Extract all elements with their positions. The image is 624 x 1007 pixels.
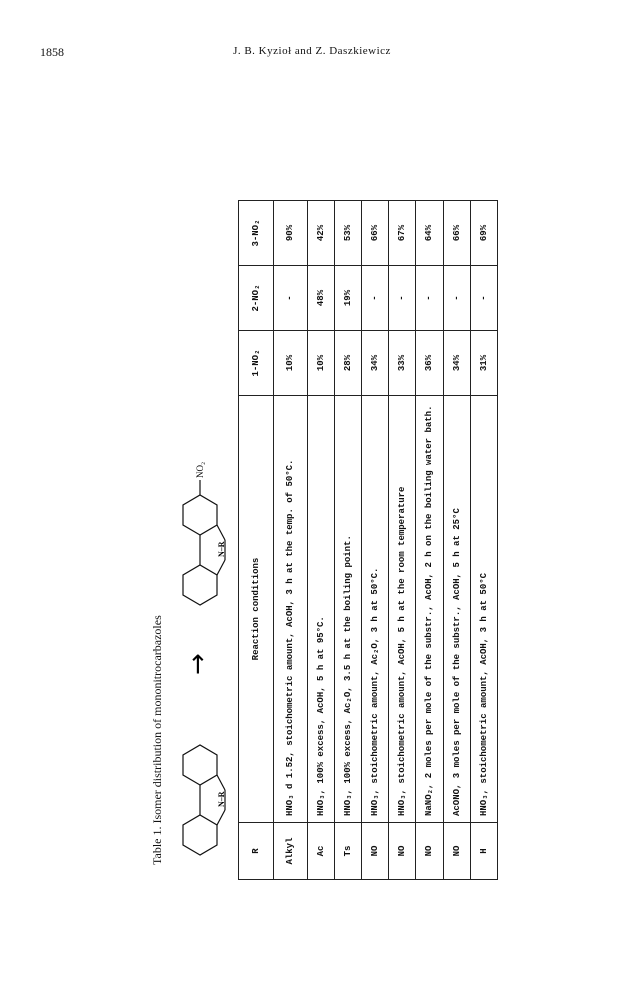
cell-1-nitro: 33%	[389, 331, 416, 396]
table-row	[274, 201, 308, 880]
table-row	[307, 201, 334, 880]
cell-conditions: HNO₃, 100% excess, Ac₂O, 3.5 h at the boiling point.	[334, 396, 361, 823]
page-number: 1858	[40, 45, 64, 59]
table-row	[362, 201, 389, 880]
cell-1-nitro: 31%	[470, 331, 497, 396]
cell-3-nitro: 69%	[470, 201, 497, 266]
cell-2-nitro: 19%	[334, 266, 361, 331]
cell-2-nitro: 48%	[307, 266, 334, 331]
header-conditions: Reaction conditions	[239, 396, 274, 823]
cell-3-nitro: 90%	[274, 201, 308, 266]
cell-1-nitro: 28%	[334, 331, 361, 396]
reaction-scheme	[170, 215, 230, 865]
cell-r: Ac	[307, 823, 334, 880]
cell-2-nitro: -	[416, 266, 443, 331]
cell-conditions: NaNO₂, 2 moles per mole of the substr., AcOH, 2 h on the boiling water bath.	[416, 396, 443, 823]
table-row	[389, 201, 416, 880]
table-caption: Table 1. Isomer distribution of mononitrocarbazoles	[150, 615, 164, 865]
cell-conditions: HNO₃ d 1.52, stoichometric amount, AcOH, 3 h at the temp. of 50°C.	[274, 396, 308, 823]
cell-r: Alkyl	[274, 823, 308, 880]
cell-conditions: AcONO, 3 moles per mole of the substr., AcOH, 5 h at 25°C	[443, 396, 470, 823]
right-nr-label: N–R	[217, 541, 226, 557]
cell-r: NO	[443, 823, 470, 880]
cell-2-nitro: -	[470, 266, 497, 331]
cell-1-nitro: 10%	[307, 331, 334, 396]
cell-conditions: HNO₃, 100% excess, AcOH, 5 h at 95°C.	[307, 396, 334, 823]
cell-r: NO	[416, 823, 443, 880]
table-row	[416, 201, 443, 880]
cell-1-nitro: 36%	[416, 331, 443, 396]
cell-conditions: HNO₃, stoichometric amount, Ac₂O, 3 h at 50°C.	[362, 396, 389, 823]
left-nr-label: N–R	[217, 791, 226, 807]
cell-2-nitro: -	[362, 266, 389, 331]
table-row	[334, 201, 361, 880]
cell-3-nitro: 67%	[389, 201, 416, 266]
cell-r: H	[470, 823, 497, 880]
cell-r: Ts	[334, 823, 361, 880]
table-row	[443, 201, 470, 880]
running-header-authors: J. B. Kyzioł and Z. Daszkiewicz	[233, 45, 391, 57]
cell-3-nitro: 42%	[307, 201, 334, 266]
cell-3-nitro: 66%	[443, 201, 470, 266]
cell-r: NO	[389, 823, 416, 880]
cell-conditions: HNO₃, stoichometric amount, AcOH, 3 h at 50°C	[470, 396, 497, 823]
reaction-arrow: →	[183, 653, 213, 675]
header-3-nitro: 3-NO₂	[239, 201, 274, 266]
cell-1-nitro: 34%	[443, 331, 470, 396]
header-1-nitro: 1-NO₂	[239, 331, 274, 396]
cell-2-nitro: -	[274, 266, 308, 331]
header-2-nitro: 2-NO₂	[239, 266, 274, 331]
nitro-group-label: NO₂	[195, 461, 205, 478]
rotated-table-block	[150, 180, 510, 900]
cell-2-nitro: -	[443, 266, 470, 331]
cell-conditions: HNO₃, stoichometric amount, AcOH, 5 h at the room temperature	[389, 396, 416, 823]
cell-3-nitro: 53%	[334, 201, 361, 266]
header-r: R	[239, 823, 274, 880]
table-row	[470, 201, 497, 880]
cell-2-nitro: -	[389, 266, 416, 331]
cell-3-nitro: 64%	[416, 201, 443, 266]
table-header-row	[239, 201, 274, 880]
cell-1-nitro: 10%	[274, 331, 308, 396]
isomer-table	[238, 200, 498, 880]
cell-1-nitro: 34%	[362, 331, 389, 396]
cell-r: NO	[362, 823, 389, 880]
cell-3-nitro: 66%	[362, 201, 389, 266]
